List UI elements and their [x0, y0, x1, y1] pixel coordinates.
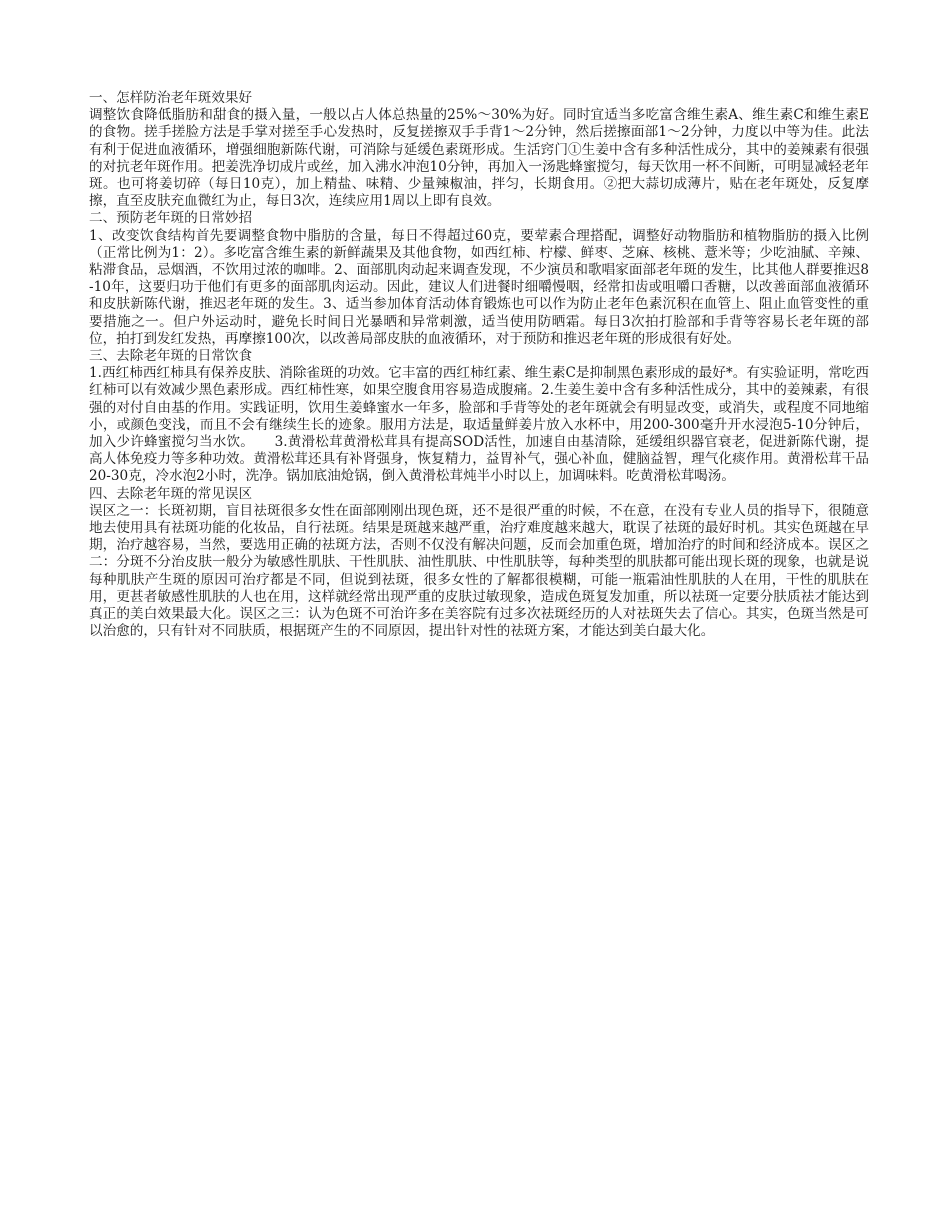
section-1-body: 调整饮食降低脂肪和甜食的摄入量，一般以占人体总热量的25%～30%为好。同时宜适当多吃富含维生素A、维生素C和维生素E的食物。搓手搓脸方法是手掌对搓至手心发热时，反复搓擦双手手背1～2分钟，然后搓擦面部1～2分钟，力度以中等为佳。此法有利于促进血液循环，增强细胞新陈代谢，可消除与延缓色素斑形成。生活窍门①生姜中含有多种活性成分，其中的姜辣素有很强的对抗老年斑作用。把姜洗净切成片或丝，加入沸水冲泡10分钟，再加入一汤匙蜂蜜搅匀，每天饮用一杯不间断，可明显减轻老年斑。也可将姜切碎（每日10克），加上精盐、味精、少量辣椒油，拌匀，长期食用。②把大蒜切成薄片，贴在老年斑处，反复摩擦，直至皮肤充血微红为止，每日3次，连续应用1周以上即有良效。: [89, 107, 869, 210]
section-2-heading: 二、预防老年斑的日常妙招: [89, 210, 253, 227]
section-2-body: 1、改变饮食结构首先要调整食物中脂肪的含量，每日不得超过60克，要荤素合理搭配，调整好动物脂肪和植物脂肪的摄入比例（正常比例为1：2）。多吃富含维生素的新鲜蔬果及其他食物，如西红柿、柠檬、鲜枣、芝麻、核桃、薏米等；少吃油腻、辛辣、粘滞食品，忌烟酒，不饮用过浓的咖啡。2、面部肌肉动起来调查发现，不少演员和歌唱家面部老年斑的发生，比其他人群要推迟8-10年，这要归功于他们有更多的面部肌肉运动。因此，建议人们进餐时细嚼慢咽，经常扣齿或咀嚼口香糖，以改善面部血液循环和皮肤新陈代谢，推迟老年斑的发生。3、适当参加体育活动体育锻炼也可以作为防止老年色素沉积在血管上、阻止血管变性的重要措施之一。但户外运动时，避免长时间日光暴晒和异常刺激，适当使用防晒霜。每日3次拍打脸部和手背等容易长老年斑的部位，拍打到发红发热，再摩擦100次，以改善局部皮肤的血液循环，对于预防和推迟老年斑的形成很有好处。: [89, 227, 869, 347]
document-page: [89, 90, 869, 641]
section-4-heading: 四、去除老年斑的常见误区: [89, 485, 253, 502]
section-4-body: 误区之一：长斑初期，盲目祛斑很多女性在面部刚刚出现色斑，还不是很严重的时候，不在意，在没有专业人员的指导下，很随意地去使用具有祛斑功能的化妆品，自行祛斑。结果是斑越来越严重，治疗难度越来越大，耽误了祛斑的最好时机。其实色斑越在早期，治疗越容易，当然，要选用正确的祛斑方法，否则不仅没有解决问题，反而会加重色斑，增加治疗的时间和经济成本。误区之二：分斑不分治皮肤一般分为敏感性肌肤、干性肌肤、油性肌肤、中性肌肤等，每种类型的肌肤都可能出现长斑的现象，也就是说每种肌肤产生斑的原因可治疗都是不同，但说到祛斑，很多女性的了解都很模糊，可能一瓶霜油性肌肤的人在用，干性的肌肤在用，更甚者敏感性肌肤的人也在用，这样就经常出现严重的皮肤过敏现象，造成色斑复发加重，所以祛斑一定要分肤质祛才能达到真正的美白效果最大化。误区之三：认为色斑不可治许多在美容院有过多次祛斑经历的人对祛斑失去了信心。其实，色斑当然是可以治愈的，只有针对不同肤质，根据斑产生的不同原因，提出针对性的祛斑方案，才能达到美白最大化。: [89, 502, 869, 640]
section-3-body: 1.西红柿西红柿具有保养皮肤、消除雀斑的功效。它丰富的西红柿红素、维生素C是抑制黑色素形成的最好*。有实验证明，常吃西红柿可以有效减少黑色素形成。西红柿性寒，如果空腹食用容易造成腹痛。2.生姜生姜中含有多种活性成分，其中的姜辣素，有很强的对付自由基的作用。实践证明，饮用生姜蜂蜜水一年多，脸部和手背等处的老年斑就会有明显改变，或消失，或程度不同地缩小，或颜色变浅，而且不会有继续生长的迹象。服用方法是，取适量鲜姜片放入水杯中，用200-300毫升开水浸泡5-10分钟后，加入少许蜂蜜搅匀当水饮。 3.黄滑松茸黄滑松茸具有提高SOD活性，加速自由基清除，延缓组织器官衰老，促进新陈代谢，提高人体免疫力等多种功效。黄滑松茸还具有补肾强身，恢复精力，益胃补气，强心补血，健脑益智，理气化痰作用。黄滑松茸干品20-30克，冷水泡2小时，洗净。锅加底油炝锅，倒入黄滑松茸炖半小时以上，加调味料。吃黄滑松茸喝汤。: [89, 365, 869, 485]
section-3-heading: 三、去除老年斑的日常饮食: [89, 348, 253, 365]
section-1-heading: 一、怎样防治老年斑效果好: [89, 90, 253, 106]
